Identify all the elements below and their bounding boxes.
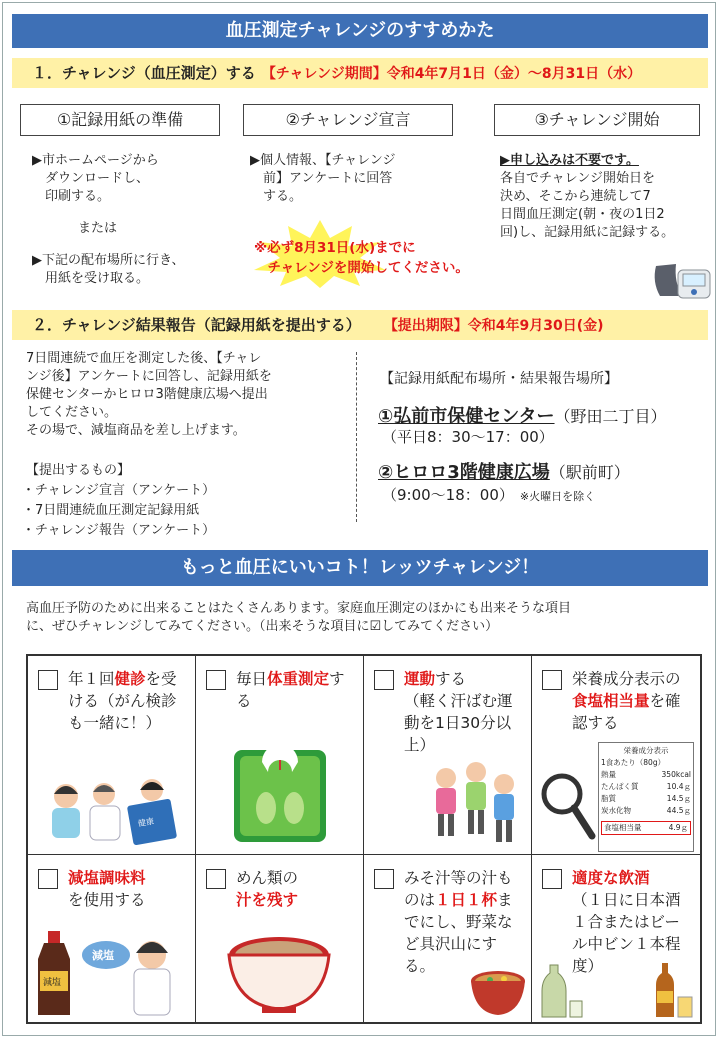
place1-name: ①弘前市保健センター bbox=[378, 406, 555, 427]
checkbox[interactable] bbox=[38, 869, 58, 889]
challenge-cell-noodle bbox=[196, 855, 364, 1022]
place1-area: （野田二丁目） bbox=[554, 407, 667, 426]
submit-item: ・チャレンジ宣言（アンケート） bbox=[22, 483, 216, 498]
section2-heading: ２．チャレンジ結果報告（記録用紙を提出する） bbox=[32, 316, 361, 334]
section2-header bbox=[12, 310, 708, 340]
step1-text-pickup: ▶下記の配布場所に行き、 用紙を受け取る。 bbox=[32, 253, 185, 286]
challenge-cell-nutrition bbox=[532, 656, 700, 855]
weight-scale-icon bbox=[232, 748, 328, 844]
section1-header bbox=[12, 58, 708, 88]
submit-items-heading: 【提出するもの】 bbox=[26, 463, 131, 478]
step1-text-download: ▶市ホームページから ダウンロードし、 印刷する。 bbox=[32, 153, 159, 204]
svg-text:減塩: 減塩 bbox=[92, 949, 114, 962]
svg-text:減塩: 減塩 bbox=[43, 978, 62, 988]
walking-people-icon bbox=[424, 760, 524, 850]
cell-text: 栄養成分表示の食塩相当量を確認する bbox=[572, 670, 681, 732]
place2-name: ②ヒロロ3階健康広場 bbox=[378, 462, 550, 483]
checkbox[interactable] bbox=[206, 670, 226, 690]
noodle-bowl-icon bbox=[224, 931, 334, 1015]
cell-text: 毎日体重測定する bbox=[236, 670, 345, 710]
step1-or: または bbox=[78, 221, 118, 236]
checkbox[interactable] bbox=[374, 670, 394, 690]
report-instructions: 7日間連続で血圧を測定した後、【チャレ ンジ後】アンケートに回答し、記録用紙を 保健センターかヒロロ3階健康広場へ提出 してください。 その場で、減塩商品を差し上げます。 bbox=[26, 351, 272, 438]
checkbox[interactable] bbox=[542, 869, 562, 889]
checkbox[interactable] bbox=[542, 670, 562, 690]
nutrition-label: 栄養成分表示 1食あたり（80g） 熱量 350kcal たんぱく質 10.4ｇ 脂質 14.5ｇ 炭水化物 44.5ｇ 食塩相当量 4.9ｇ bbox=[598, 742, 694, 852]
step3-box: ③チャレンジ開始 bbox=[494, 104, 700, 136]
section3-header: もっと血圧にいいコト！レッツチャレンジ！ bbox=[12, 550, 708, 586]
challenge-cell-checkup bbox=[28, 656, 196, 855]
challenge-grid bbox=[26, 654, 702, 1024]
cell-text: 運動する （軽く汗ばむ運動を1日30分以上） bbox=[404, 670, 513, 754]
step3-text: 各自でチャレンジ開始日を 決め、そこから連続して7 日間血圧測定(朝・夜の1日2 回)し、記録用紙に記録する。 bbox=[500, 171, 675, 240]
doctor-patient-icon bbox=[36, 774, 186, 850]
section1-heading: １．チャレンジ（血圧測定）する bbox=[32, 64, 256, 82]
cell-text: 適度な飲酒 （１日に日本酒１合またはビール中ビン１本程度） bbox=[572, 869, 681, 975]
place2-hours-line bbox=[382, 484, 595, 505]
challenge-cell-low-salt bbox=[28, 855, 196, 1022]
cell-text: みそ汁等の汁ものは１日１杯までにし、野菜など具沢山にする。 bbox=[404, 869, 513, 975]
sake-beer-icon bbox=[536, 961, 696, 1019]
page-title: 血圧測定チャレンジのすすめかた bbox=[12, 14, 708, 48]
checkbox[interactable] bbox=[206, 869, 226, 889]
cell-text: 年１回健診を受ける（がん検診も一緒に！） bbox=[68, 670, 177, 732]
blood-pressure-monitor-icon bbox=[652, 256, 712, 302]
place2-note: ※火曜日を除く bbox=[519, 490, 596, 503]
low-salt-seasoning-icon bbox=[36, 925, 186, 1019]
submit-deadline: 【提出期限】令和4年9月30日(金) bbox=[390, 318, 604, 334]
places-heading: 【記録用紙配布場所・結果報告場所】 bbox=[380, 371, 618, 387]
challenge-cell-exercise bbox=[364, 656, 532, 855]
step2-deadline-note: ※必ず8月31日(水)までに チャレンジを開始してください。 bbox=[254, 240, 469, 276]
section3-intro: 高血圧予防のために出来ることはたくさんあります。家庭血圧測定のほかにも出来そうな項目 に、ぜひチャレンジしてみてください。（出来そうな項目に☑してみてください） bbox=[26, 601, 571, 634]
svg-text:健康: 健康 bbox=[137, 816, 155, 829]
challenge-cell-alcohol bbox=[532, 855, 700, 1022]
challenge-cell-weight bbox=[196, 656, 364, 855]
submit-item: ・チャレンジ報告（アンケート） bbox=[22, 523, 216, 538]
cell-text: めん類の 汁を残す bbox=[236, 869, 299, 909]
checkbox[interactable] bbox=[38, 670, 58, 690]
section-divider bbox=[356, 352, 357, 522]
place1-line bbox=[378, 402, 667, 428]
challenge-period: 【チャレンジ期間】令和4年7月1日（金）～8月31日（水） bbox=[261, 66, 642, 82]
step1-box: ①記録用紙の準備 bbox=[20, 104, 220, 136]
magnifier-icon bbox=[536, 768, 596, 840]
place2-area: （駅前町） bbox=[549, 463, 630, 482]
submit-item: ・7日間連続血圧測定記録用紙 bbox=[22, 503, 200, 518]
miso-soup-icon bbox=[468, 967, 528, 1019]
place2-line bbox=[378, 458, 630, 484]
step2-box: ②チャレンジ宣言 bbox=[243, 104, 453, 136]
step3-lead: ▶申し込みは不要です。 bbox=[500, 153, 639, 168]
checkbox[interactable] bbox=[374, 869, 394, 889]
cell-text: 減塩調味料 を使用する bbox=[68, 869, 146, 909]
place2-hours: （9:00～18：00） bbox=[382, 486, 514, 504]
step2-text: ▶個人情報、【チャレンジ 前】アンケートに回答 する。 bbox=[250, 153, 396, 204]
challenge-cell-miso-soup bbox=[364, 855, 532, 1022]
place1-hours: （平日8：30～17：00） bbox=[382, 428, 554, 446]
